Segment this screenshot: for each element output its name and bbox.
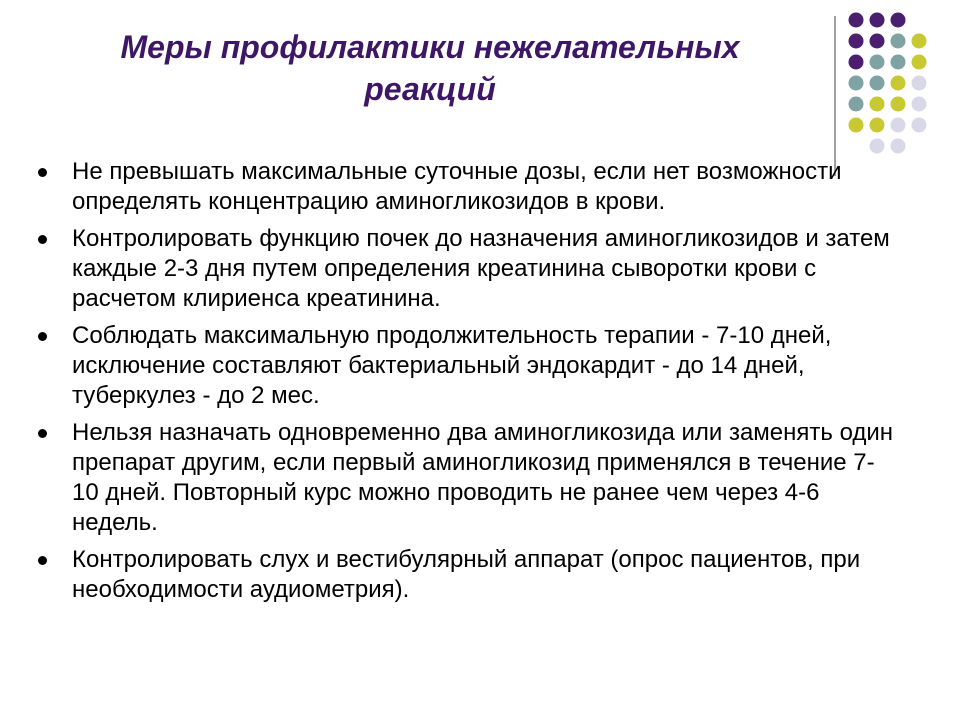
decorative-dot xyxy=(912,76,927,91)
slide-title xyxy=(60,26,800,110)
decorative-dot xyxy=(912,97,927,112)
decorative-dot xyxy=(912,118,927,133)
decorative-dot xyxy=(891,139,906,154)
decorative-dot xyxy=(849,118,864,133)
bullet-item xyxy=(36,157,896,217)
decorative-dot xyxy=(891,13,906,28)
decorative-dot xyxy=(891,76,906,91)
decorative-dot xyxy=(870,13,885,28)
bullet-dot-icon xyxy=(38,556,47,565)
bullet-text: Не превышать максимальные суточные дозы, если нет возможности определять концентрацию аминогликозидов в крови. xyxy=(72,158,842,215)
decorative-dot xyxy=(870,97,885,112)
decorative-dot xyxy=(912,34,927,49)
bullet-list xyxy=(36,157,896,612)
decorative-dot xyxy=(870,55,885,70)
slide-title-line-1: Меры профилактики нежелательных xyxy=(120,29,740,65)
decorative-dot xyxy=(891,97,906,112)
bullet-item xyxy=(36,321,896,411)
decorative-dot xyxy=(849,97,864,112)
decorative-dot xyxy=(870,118,885,133)
bullet-text: Нельзя назначать одновременно два аминогликозида или заменять один препарат другим, если первый аминогликозид применялся в течение 7-10 дней. Повторный курс можно проводить не ранее чем через 4-6 недель. xyxy=(72,419,894,536)
bullet-text: Контролировать слух и вестибулярный аппарат (опрос пациентов, при необходимости аудиометрия). xyxy=(72,546,861,603)
decorative-dot xyxy=(891,118,906,133)
decorative-vertical-line xyxy=(834,16,836,176)
bullet-item xyxy=(36,418,896,538)
bullet-dot-icon xyxy=(38,332,47,341)
decorative-dot xyxy=(912,55,927,70)
decorative-dot xyxy=(891,55,906,70)
decorative-dot-grid xyxy=(840,10,960,160)
decorative-dot xyxy=(849,55,864,70)
bullet-item xyxy=(36,545,896,605)
bullet-item xyxy=(36,224,896,314)
decorative-dot xyxy=(849,76,864,91)
decorative-dot xyxy=(849,13,864,28)
slide-title-line-2: реакций xyxy=(364,71,496,107)
decorative-dot xyxy=(870,34,885,49)
decorative-dot xyxy=(891,34,906,49)
decorative-dot xyxy=(849,34,864,49)
bullet-dot-icon xyxy=(38,235,47,244)
decorative-dot xyxy=(870,139,885,154)
bullet-dot-icon xyxy=(38,429,47,438)
bullet-text: Соблюдать максимальную продолжительность терапии - 7-10 дней, исключение составляют бактериальный эндокардит - до 14 дней, туберкулез - до 2 мес. xyxy=(72,322,832,409)
decorative-dot xyxy=(870,76,885,91)
bullet-text: Контролировать функцию почек до назначения аминогликозидов и затем каждые 2-3 дня путем определения креатинина сыворотки крови с расчетом клириенса креатинина. xyxy=(72,225,890,312)
bullet-dot-icon xyxy=(38,168,47,177)
